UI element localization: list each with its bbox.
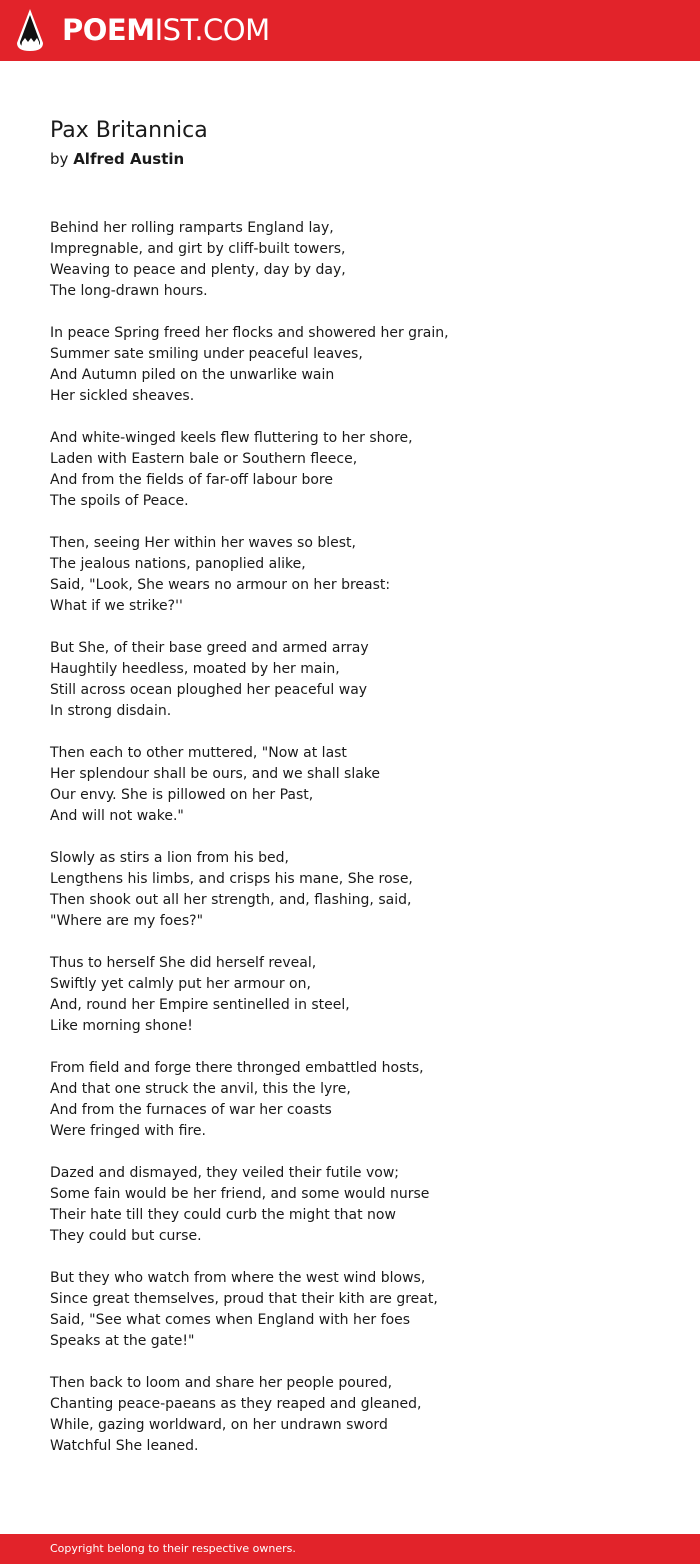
poem-line: Our envy. She is pillowed on her Past, bbox=[50, 787, 314, 803]
poem-line: And will not wake." bbox=[50, 808, 184, 824]
stanza bbox=[50, 953, 650, 1037]
site-footer bbox=[0, 1534, 700, 1564]
poem-line: Still across ocean ploughed her peaceful way bbox=[50, 682, 368, 698]
byline bbox=[50, 148, 184, 170]
poem-line: Her splendour shall be ours, and we shall slake bbox=[50, 766, 381, 782]
poem-line: The long-drawn hours. bbox=[50, 283, 208, 299]
poem-line: "Where are my foes?" bbox=[50, 913, 204, 929]
stanza bbox=[50, 1268, 650, 1352]
poem-line: Then shook out all her strength, and, flashing, said, bbox=[50, 892, 412, 908]
stanza bbox=[50, 428, 650, 512]
poem-line: From field and forge there thronged embattled hosts, bbox=[50, 1060, 424, 1076]
poem-line: But She, of their base greed and armed array bbox=[50, 640, 369, 656]
poem-line: Then each to other muttered, "Now at last bbox=[50, 745, 347, 761]
site-header bbox=[0, 0, 700, 61]
site-logo-text[interactable] bbox=[62, 12, 270, 48]
poem-line: And Autumn piled on the unwarlike wain bbox=[50, 367, 335, 383]
poem-line: Some fain would be her friend, and some would nurse bbox=[50, 1186, 430, 1202]
stanza bbox=[50, 218, 650, 302]
poem-line: Her sickled sheaves. bbox=[50, 388, 195, 404]
poem-line: Then back to loom and share her people poured, bbox=[50, 1375, 393, 1391]
poem-line: Like morning shone! bbox=[50, 1018, 193, 1034]
poem-line: Lengthens his limbs, and crisps his mane, She rose, bbox=[50, 871, 413, 887]
poem-line: Behind her rolling ramparts England lay, bbox=[50, 220, 334, 236]
stanza bbox=[50, 638, 650, 722]
poem-line: What if we strike?'' bbox=[50, 598, 183, 614]
poem-line: Swiftly yet calmly put her armour on, bbox=[50, 976, 311, 992]
poem-line: And that one struck the anvil, this the lyre, bbox=[50, 1081, 351, 1097]
poem-line: And white-winged keels flew fluttering to her shore, bbox=[50, 430, 413, 446]
poem-line: Watchful She leaned. bbox=[50, 1438, 199, 1454]
poem-line: The jealous nations, panoplied alike, bbox=[50, 556, 306, 572]
poem-line: They could but curse. bbox=[50, 1228, 202, 1244]
poem-body bbox=[50, 218, 650, 1478]
poem-line: Summer sate smiling under peaceful leaves, bbox=[50, 346, 363, 362]
poem-line: Then, seeing Her within her waves so blest, bbox=[50, 535, 356, 551]
poem-line: Haughtily heedless, moated by her main, bbox=[50, 661, 340, 677]
poem-line: And, round her Empire sentinelled in steel, bbox=[50, 997, 350, 1013]
poem-line: Were fringed with fire. bbox=[50, 1123, 206, 1139]
poem-line: Weaving to peace and plenty, day by day, bbox=[50, 262, 346, 278]
pen-nib-logo-icon[interactable] bbox=[16, 9, 44, 52]
logo-light-text: IST.COM bbox=[154, 13, 270, 47]
poem-line: In peace Spring freed her flocks and showered her grain, bbox=[50, 325, 449, 341]
poem-line: Said, "See what comes when England with her foes bbox=[50, 1312, 411, 1328]
poem-line: Laden with Eastern bale or Southern fleece, bbox=[50, 451, 358, 467]
poem-line: Since great themselves, proud that their kith are great, bbox=[50, 1291, 438, 1307]
poem-line: The spoils of Peace. bbox=[50, 493, 189, 509]
poem-line: Slowly as stirs a lion from his bed, bbox=[50, 850, 289, 866]
logo-bold-text: POEM bbox=[62, 13, 155, 47]
stanza bbox=[50, 1163, 650, 1247]
poem-line: Impregnable, and girt by cliff-built towers, bbox=[50, 241, 346, 257]
copyright-text: Copyright belong to their respective owners. bbox=[50, 1542, 296, 1555]
poem-line: Dazed and dismayed, they veiled their futile vow; bbox=[50, 1165, 399, 1181]
stanza bbox=[50, 323, 650, 407]
poem-line: Said, "Look, She wears no armour on her breast: bbox=[50, 577, 391, 593]
poem-title: Pax Britannica bbox=[50, 118, 208, 143]
poem-line: While, gazing worldward, on her undrawn sword bbox=[50, 1417, 388, 1433]
stanza bbox=[50, 533, 650, 617]
stanza bbox=[50, 743, 650, 827]
author-name: Alfred Austin bbox=[73, 150, 185, 168]
poem-line: Their hate till they could curb the might that now bbox=[50, 1207, 396, 1223]
poem-line: And from the furnaces of war her coasts bbox=[50, 1102, 332, 1118]
by-label: by bbox=[50, 150, 69, 168]
stanza bbox=[50, 1058, 650, 1142]
poem-line: Speaks at the gate!" bbox=[50, 1333, 195, 1349]
stanza bbox=[50, 1373, 650, 1457]
poem-line: Chanting peace-paeans as they reaped and gleaned, bbox=[50, 1396, 422, 1412]
poem-line: Thus to herself She did herself reveal, bbox=[50, 955, 317, 971]
poem-line: But they who watch from where the west wind blows, bbox=[50, 1270, 426, 1286]
poem-line: In strong disdain. bbox=[50, 703, 172, 719]
poem-line: And from the fields of far-off labour bore bbox=[50, 472, 333, 488]
stanza bbox=[50, 848, 650, 932]
